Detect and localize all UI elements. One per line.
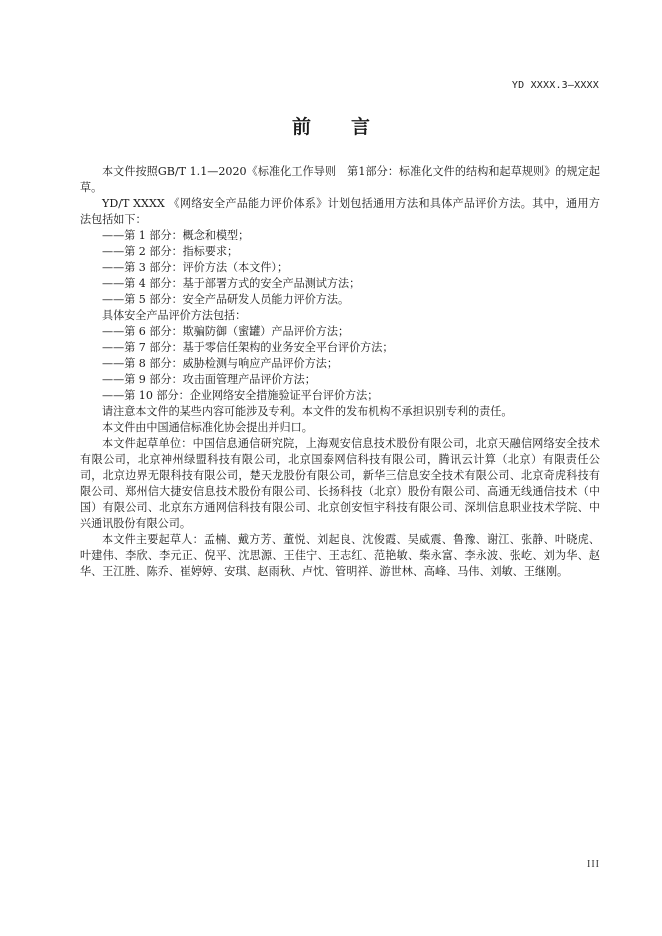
list-item: ——第 1 部分：概念和模型； xyxy=(102,229,250,242)
paragraph-drafting-units: 本文件起草单位：中国信息通信研究院，上海观安信息技术股份有限公司，北京天融信网络安全技术有限公司，北京神州绿盟科技有限公司，北京国泰网信科技有限公司，腾讯云计算（北京）有限责任公司，北京边界无限科技有限公司，楚天龙股份有限公司，新华三信息安全技术有限公司、北京奇虎科技有限公司、郑州信大捷安信息技术股份有限公司、长扬科技（北京）股份有限公司、高通无线通信技术（中国）有限公司、北京东方通网信科技有限公司、北京创安恒宇科技有限公司、深圳信息职业技术学院、中兴通讯股份有限公司。 xyxy=(80,437,600,530)
page-title: 前言 xyxy=(291,116,410,138)
paragraph-series-intro: YD/T XXXX 《网络安全产品能力评价体系》计划包括通用方法和具体产品评价方法。其中，通用方法包括如下： xyxy=(80,197,600,226)
list-item: ——第 6 部分：欺骗防御（蜜罐）产品评价方法； xyxy=(102,325,350,338)
list-item: ——第 8 部分：威胁检测与响应产品评价方法； xyxy=(102,357,338,370)
page-number: III xyxy=(587,859,600,870)
paragraph-drafters: 本文件主要起草人：孟楠、戴方芳、董悦、刘起良、沈俊霞、吴威震、鲁豫、谢江、张静、叶晓虎、叶建伟、李欣、李元正、倪平、沈思源、王佳宁、王志红、范艳敏、柴永富、李永波、张屹、刘为华、赵华、王江胜、陈乔、崔婷婷、安琪、赵雨秋、卢忱、管明祥、游世林、高峰、马伟、刘敏、王继刚。 xyxy=(80,533,600,578)
list-item: ——第 7 部分：基于零信任架构的业务安全平台评价方法； xyxy=(102,341,394,354)
list-item: ——第 4 部分：基于部署方式的安全产品测试方法； xyxy=(102,277,361,290)
list-item: ——第 5 部分：安全产品研发人员能力评价方法。 xyxy=(102,293,350,306)
paragraph-proposer: 本文件由中国通信标准化协会提出并归口。 xyxy=(102,421,313,434)
list-item: ——第 2 部分：指标要求； xyxy=(102,245,239,258)
list-item: ——第 3 部分：评价方法（本文件）； xyxy=(102,261,289,274)
document-code: YD XXXX.3—XXXX xyxy=(511,80,599,91)
foreword-body xyxy=(80,164,600,580)
paragraph-patent-notice: 请注意本文件的某些内容可能涉及专利。本文件的发布机构不承担识别专利的责任。 xyxy=(102,405,513,418)
list-item: ——第 9 部分：攻击面管理产品评价方法； xyxy=(102,373,316,386)
paragraph-drafting-rules: 本文件按照GB/T 1.1—2020《标准化工作导则 第1部分：标准化文件的结构和起草规则》的规定起草。 xyxy=(80,165,600,194)
paragraph-specific-intro: 具体安全产品评价方法包括： xyxy=(102,309,247,322)
list-item: ——第 10 部分：企业网络安全措施验证平台评价方法； xyxy=(102,389,379,402)
